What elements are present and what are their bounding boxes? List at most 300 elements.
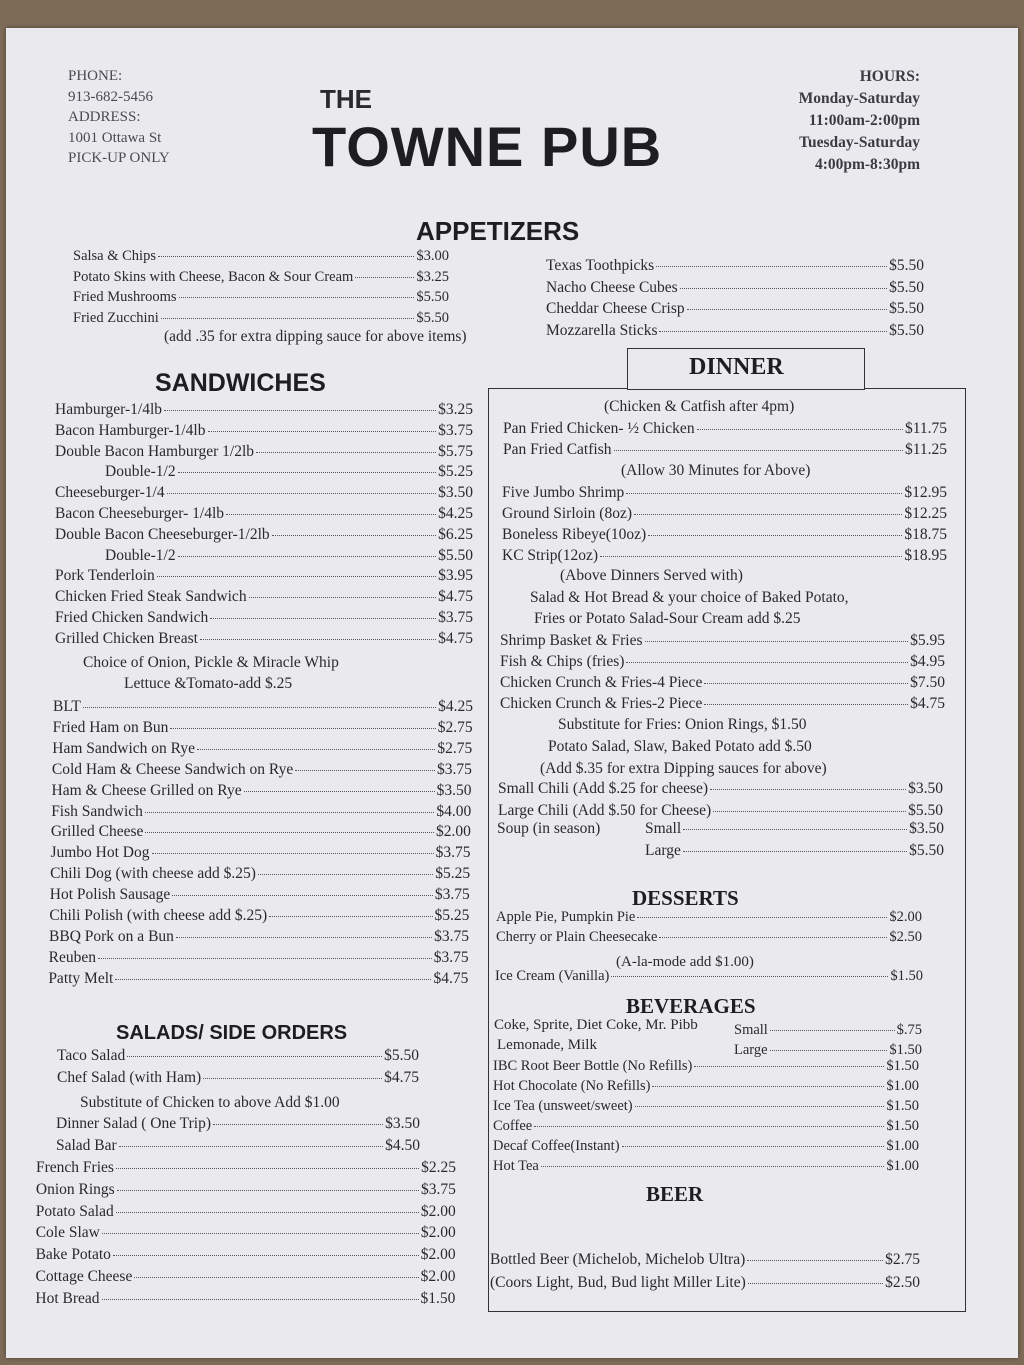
menu-item: [490, 1251, 920, 1269]
item-price: $5.50: [889, 278, 924, 296]
menu-item: [500, 653, 945, 671]
title-the: THE: [320, 84, 372, 114]
item-price: $1.00: [886, 1158, 919, 1174]
item-name: Hot Bread: [35, 1289, 100, 1307]
menu-item: [51, 823, 471, 841]
dot-leader: [269, 916, 432, 917]
dot-leader: [694, 1066, 884, 1067]
dot-leader: [747, 1260, 883, 1261]
menu-item: [52, 782, 472, 800]
item-name: Hot Tea: [493, 1158, 539, 1174]
item-name: KC Strip(12oz): [502, 547, 599, 564]
menu-item: [105, 463, 473, 481]
item-name: Patty Melt: [48, 969, 114, 987]
item-name: Large: [734, 1042, 768, 1058]
dot-leader: [113, 1255, 419, 1256]
item-price: $2.75: [885, 1251, 920, 1268]
item-price: $1.50: [886, 1098, 919, 1114]
dot-leader: [98, 958, 432, 959]
item-name: Mozzarella Sticks: [546, 321, 658, 339]
item-name: Small Chili (Add $.25 for cheese): [498, 780, 709, 797]
menu-item: [546, 257, 924, 275]
menu-item: [55, 505, 473, 523]
dot-leader: [611, 976, 888, 977]
hours-label: HOURS:: [859, 68, 920, 85]
menu-item: [734, 1022, 922, 1039]
dot-leader: [134, 1277, 418, 1278]
menu-item: [546, 322, 924, 340]
item-name: Bacon Cheeseburger- 1/4lb: [55, 505, 224, 522]
menu-item: [503, 441, 947, 459]
item-price: $1.00: [886, 1078, 919, 1094]
item-price: $4.75: [910, 695, 945, 712]
item-price: $4.75: [384, 1069, 419, 1086]
dot-leader: [127, 1056, 382, 1057]
item-price: $4.75: [438, 629, 473, 647]
dot-leader: [157, 576, 436, 577]
menu-item: [645, 820, 944, 838]
hours-time-1: 11:00am-2:00pm: [808, 112, 920, 129]
menu-item: [57, 1069, 419, 1087]
menu-item: [55, 609, 473, 627]
beverages-heading: BEVERAGES: [626, 994, 756, 1018]
item-price: $2.00: [420, 1224, 456, 1242]
contact-info: [68, 66, 170, 169]
hours-info: [799, 66, 920, 176]
menu-item: [546, 300, 924, 318]
item-name: Fish & Chips (fries): [500, 653, 625, 670]
sandwich-note-1: Choice of Onion, Pickle & Miracle Whip: [83, 654, 339, 671]
item-price: $1.50: [889, 1042, 922, 1058]
item-name: Double-1/2: [105, 546, 176, 564]
item-price: $1.50: [420, 1289, 456, 1307]
item-name: Ham & Cheese Grilled on Rye: [51, 781, 242, 799]
dot-leader: [244, 791, 435, 792]
item-price: $3.75: [433, 948, 469, 966]
menu-item: [55, 401, 473, 419]
soda-line-2: Lemonade, Milk: [497, 1037, 597, 1053]
dot-leader: [634, 514, 902, 515]
item-name: Double Bacon Hamburger 1/2lb: [55, 442, 255, 460]
menu-item: [52, 740, 472, 758]
menu-item: [48, 970, 468, 988]
dot-leader: [748, 1283, 883, 1284]
dot-leader: [683, 829, 907, 830]
item-name: Onion Rings: [35, 1180, 115, 1198]
menu-item: [55, 630, 473, 648]
dot-leader: [83, 707, 436, 708]
dot-leader: [645, 641, 909, 642]
item-name: Potato Skins with Cheese, Bacon & Sour Cream: [73, 268, 354, 285]
menu-item: [546, 279, 924, 297]
item-name: Taco Salad: [57, 1047, 126, 1064]
item-price: $3.50: [436, 781, 472, 799]
menu-item: [493, 1118, 919, 1135]
menu-item: [55, 484, 473, 502]
menu-item: [503, 420, 947, 438]
dot-leader: [116, 1168, 419, 1169]
menu-item: [55, 422, 473, 440]
item-price: $5.50: [416, 309, 449, 326]
item-name: IBC Root Beer Bottle (No Refills): [493, 1058, 693, 1074]
item-price: $5.25: [434, 907, 470, 924]
item-name: Salsa & Chips: [73, 248, 156, 264]
menu-item: [55, 443, 473, 461]
item-price: $5.50: [889, 300, 924, 317]
dinner-note-chicken: (Chicken & Catfish after 4pm): [604, 398, 795, 415]
dot-leader: [710, 789, 906, 790]
item-name: Dinner Salad ( One Trip): [56, 1115, 211, 1132]
dot-leader: [652, 1086, 884, 1087]
item-name: French Fries: [36, 1159, 114, 1176]
item-name: Pork Tenderloin: [55, 567, 155, 585]
dot-leader: [210, 618, 436, 619]
menu-item: [500, 674, 945, 692]
dot-leader: [208, 431, 437, 432]
menu-item: [56, 1137, 420, 1155]
appetizers-note: (add .35 for extra dipping sauce for above items): [164, 328, 467, 345]
item-price: $2.00: [420, 1202, 456, 1220]
item-price: $5.25: [438, 463, 473, 481]
menu-item: [496, 929, 922, 946]
menu-item: [49, 928, 469, 946]
menu-item: [36, 1246, 456, 1264]
menu-item: [53, 698, 473, 716]
dot-leader: [203, 1078, 382, 1079]
dot-leader: [226, 514, 436, 515]
item-name: Ice Tea (unsweet/sweet): [493, 1098, 633, 1114]
menu-item: [105, 547, 473, 565]
item-name: Bacon Hamburger-1/4lb: [55, 421, 206, 439]
menu-item: [55, 567, 473, 585]
item-name: Fish Sandwich: [51, 802, 143, 820]
dinner-note-sub-1: Substitute for Fries: Onion Rings, $1.50: [558, 716, 807, 733]
dot-leader: [770, 1030, 895, 1031]
item-price: $2.25: [421, 1159, 456, 1176]
menu-item: [36, 1224, 456, 1242]
item-price: $2.00: [435, 823, 471, 841]
menu-item: [73, 310, 449, 327]
beer-heading: BEER: [646, 1182, 704, 1206]
dot-leader: [200, 639, 436, 640]
restaurant-title: TOWNE PUB: [312, 115, 663, 178]
dot-leader: [167, 493, 437, 494]
dot-leader: [637, 917, 887, 918]
menu-item: [500, 695, 945, 713]
dot-leader: [213, 1124, 383, 1125]
item-name: Salad Bar: [56, 1137, 117, 1154]
item-name: Double Bacon Cheeseburger-1/2lb: [55, 525, 270, 543]
dinner-heading: DINNER: [689, 354, 784, 380]
dot-leader: [541, 1166, 885, 1167]
soda-line-1: Coke, Sprite, Diet Coke, Mr. Pibb: [494, 1017, 698, 1033]
item-price: $3.75: [421, 1180, 456, 1198]
item-name: Boneless Ribeye(10oz): [502, 526, 647, 543]
dot-leader: [258, 874, 433, 875]
dot-leader: [178, 472, 437, 473]
item-price: $18.75: [904, 526, 947, 543]
item-name: (Coors Light, Bud, Bud light Miller Lite): [490, 1274, 746, 1291]
item-price: $2.00: [420, 1246, 456, 1264]
item-name: Small: [645, 820, 682, 837]
dinner-note-served-1: (Above Dinners Served with): [560, 567, 743, 584]
dot-leader: [176, 937, 432, 938]
item-price: $2.50: [885, 1274, 920, 1291]
menu-item: [52, 761, 472, 779]
dot-leader: [119, 1146, 383, 1147]
item-price: $3.75: [437, 760, 472, 778]
item-price: $5.75: [438, 442, 473, 460]
dot-leader: [249, 597, 437, 598]
dinner-note-allow: (Allow 30 Minutes for Above): [621, 462, 811, 479]
item-name: Chili Dog (with cheese add $.25): [50, 865, 256, 883]
desserts-heading: DESSERTS: [632, 886, 739, 910]
item-name: Chili Polish (with cheese add $.25): [49, 907, 268, 924]
item-price: $4.00: [436, 802, 472, 820]
menu-item: [51, 803, 471, 821]
dot-leader: [116, 1212, 419, 1213]
dot-leader: [170, 728, 435, 729]
item-price: $12.25: [904, 505, 947, 522]
pickup-note: PICK-UP ONLY: [68, 150, 170, 166]
item-price: $7.50: [910, 674, 945, 691]
dot-leader: [152, 853, 434, 854]
item-price: $3.95: [438, 567, 473, 585]
item-price: $2.50: [889, 929, 922, 945]
item-price: $3.75: [438, 609, 473, 626]
item-price: $4.75: [433, 969, 469, 987]
menu-item: [50, 865, 470, 883]
item-name: Bottled Beer (Michelob, Michelob Ultra): [490, 1251, 746, 1268]
dot-leader: [172, 895, 433, 896]
appetizers-heading: APPETIZERS: [416, 216, 580, 246]
item-name: BLT: [53, 698, 81, 715]
soup-label: Soup (in season): [497, 820, 601, 837]
salads-note: Substitute of Chicken to above Add $1.00: [80, 1094, 340, 1111]
menu-item: [73, 269, 449, 286]
dot-leader: [295, 770, 435, 771]
dot-leader: [145, 832, 434, 833]
item-price: $4.95: [910, 653, 945, 670]
dinner-note-sub-3: (Add $.35 for extra Dipping sauces for above): [540, 760, 827, 777]
menu-item: [49, 949, 469, 967]
item-name: Pan Fried Catfish: [503, 441, 612, 458]
menu-item: [50, 886, 470, 904]
dot-leader: [115, 979, 431, 980]
item-price: $1.50: [890, 968, 923, 984]
address-label: ADDRESS:: [68, 109, 141, 125]
item-name: Chef Salad (with Ham): [57, 1069, 202, 1086]
dot-leader: [272, 535, 437, 536]
menu-item: [502, 505, 947, 523]
item-name: Fried Ham on Bun: [52, 718, 169, 736]
item-name: Chicken Crunch & Fries-4 Piece: [500, 674, 703, 691]
item-name: Cold Ham & Cheese Sandwich on Rye: [51, 760, 294, 778]
item-name: Coffee: [493, 1118, 533, 1134]
item-name: Texas Toothpicks: [546, 257, 655, 274]
menu-item: [73, 289, 449, 306]
dot-leader: [683, 851, 907, 852]
item-price: $3.25: [438, 401, 473, 418]
item-price: $5.50: [384, 1047, 419, 1064]
menu-item: [56, 1115, 420, 1133]
item-price: $5.50: [889, 257, 924, 274]
item-name: Grilled Cheese: [50, 823, 144, 841]
dot-leader: [102, 1299, 419, 1300]
item-price: $5.25: [435, 865, 471, 883]
item-price: $5.95: [910, 632, 945, 649]
item-price: $3.75: [434, 886, 470, 904]
dot-leader: [659, 331, 887, 332]
item-name: Pan Fried Chicken- ½ Chicken: [503, 420, 695, 437]
item-price: $18.95: [904, 547, 947, 564]
menu-item: [495, 968, 923, 985]
item-price: $11.25: [904, 441, 947, 458]
dot-leader: [102, 1233, 419, 1234]
dot-leader: [145, 812, 434, 813]
menu-item: [36, 1181, 456, 1199]
dot-leader: [704, 704, 908, 705]
item-name: Small: [734, 1022, 768, 1038]
item-name: Reuben: [48, 948, 97, 966]
item-name: Nacho Cheese Cubes: [546, 278, 678, 296]
item-name: Fried Chicken Sandwich: [55, 609, 209, 626]
item-name: Decaf Coffee(Instant): [493, 1138, 620, 1154]
desserts-note: (A-la-mode add $1.00): [616, 954, 754, 970]
dot-leader: [648, 535, 902, 536]
dinner-note-sub-2: Potato Salad, Slaw, Baked Potato add $.50: [548, 738, 812, 755]
item-price: $3.75: [435, 844, 471, 862]
item-name: Shrimp Basket & Fries: [500, 632, 643, 649]
item-name: Chicken Fried Steak Sandwich: [55, 588, 247, 606]
item-name: Ground Sirloin (8oz): [502, 505, 633, 522]
item-price: $3.25: [416, 268, 449, 285]
menu-item: [645, 842, 944, 860]
dot-leader: [179, 297, 415, 298]
item-name: BBQ Pork on a Bun: [49, 927, 174, 945]
item-price: $2.00: [889, 909, 922, 925]
dot-leader: [161, 318, 415, 319]
item-name: Potato Salad: [35, 1202, 114, 1220]
item-name: Fried Mushrooms: [73, 289, 177, 305]
dot-leader: [614, 450, 903, 451]
menu-item: [734, 1042, 922, 1059]
dot-leader: [117, 1190, 419, 1191]
menu-item: [493, 1138, 919, 1155]
item-name: Cherry or Plain Cheesecake: [496, 929, 658, 945]
item-price: $3.00: [416, 248, 449, 264]
menu-item: [493, 1058, 919, 1075]
item-name: Grilled Chicken Breast: [55, 629, 198, 647]
dinner-note-served-2: Salad & Hot Bread & your choice of Baked Potato,: [530, 589, 849, 606]
salads-heading: SALADS/ SIDE ORDERS: [116, 1022, 348, 1044]
dot-leader: [680, 288, 887, 289]
item-price: $3.50: [909, 820, 944, 837]
menu-item: [502, 526, 947, 544]
dot-leader: [164, 410, 436, 411]
dot-leader: [626, 493, 902, 494]
item-name: Cole Slaw: [35, 1224, 100, 1242]
menu-item: [493, 1158, 919, 1175]
item-price: $6.25: [438, 525, 473, 543]
menu-item: [496, 909, 922, 926]
item-name: Bake Potato: [35, 1246, 111, 1264]
menu-item: [498, 780, 943, 798]
item-price: $3.50: [438, 484, 473, 502]
item-name: Jumbo Hot Dog: [50, 844, 150, 862]
menu-item: [35, 1290, 455, 1308]
item-price: $1.00: [886, 1138, 919, 1154]
item-name: Double-1/2: [105, 463, 176, 481]
item-price: $5.50: [438, 546, 473, 564]
dot-leader: [770, 1050, 888, 1051]
item-price: $4.75: [438, 588, 473, 606]
menu-item: [49, 907, 469, 925]
item-price: $3.50: [385, 1115, 420, 1132]
menu-item: [493, 1078, 919, 1095]
item-price: $5.50: [416, 289, 449, 305]
item-price: $.75: [896, 1022, 922, 1038]
dot-leader: [713, 811, 906, 812]
item-name: Fried Zucchini: [73, 309, 159, 326]
item-name: Ice Cream (Vanilla): [495, 968, 610, 984]
menu-item: [36, 1159, 456, 1177]
dot-leader: [600, 556, 902, 557]
item-price: $3.75: [434, 927, 470, 945]
dot-leader: [534, 1126, 884, 1127]
item-price: $3.50: [908, 780, 943, 797]
item-price: $1.50: [886, 1118, 919, 1134]
menu-item: [502, 484, 947, 502]
item-price: $5.50: [889, 321, 924, 339]
item-name: Large: [645, 842, 681, 859]
menu-item: [73, 248, 449, 265]
item-price: $4.25: [438, 505, 473, 522]
item-price: $4.50: [385, 1137, 420, 1154]
item-name: Cottage Cheese: [35, 1268, 133, 1285]
item-price: $2.00: [420, 1268, 456, 1285]
dot-leader: [622, 1146, 885, 1147]
item-price: $2.75: [437, 739, 473, 757]
item-name: Hamburger-1/4lb: [55, 401, 163, 418]
menu-item: [53, 719, 473, 737]
dot-leader: [687, 309, 888, 310]
item-name: Hot Polish Sausage: [49, 886, 171, 904]
dot-leader: [704, 683, 908, 684]
dot-leader: [197, 749, 435, 750]
item-name: Cheeseburger-1/4: [55, 484, 165, 502]
item-price: $5.50: [909, 842, 944, 859]
dot-leader: [656, 266, 887, 267]
address-value: 1001 Ottawa St: [68, 129, 162, 146]
item-name: Five Jumbo Shrimp: [502, 484, 625, 501]
item-price: $11.75: [904, 420, 947, 437]
hours-time-2: 4:00pm-8:30pm: [814, 156, 920, 173]
hours-days-1: Monday-Saturday: [798, 90, 920, 107]
item-name: Chicken Crunch & Fries-2 Piece: [500, 695, 703, 712]
item-price: $2.75: [437, 718, 473, 736]
sandwich-note-2: Lettuce &Tomato-add $.25: [124, 675, 293, 692]
dot-leader: [158, 256, 414, 257]
menu-item: [502, 547, 947, 565]
menu-item: [36, 1203, 456, 1221]
sandwiches-heading: SANDWICHES: [155, 369, 326, 397]
item-price: $4.25: [438, 698, 473, 715]
dinner-note-served-3: Fries or Potato Salad-Sour Cream add $.25: [534, 610, 801, 627]
hours-days-2: Tuesday-Saturday: [799, 134, 920, 151]
item-price: $3.75: [438, 421, 473, 439]
menu-item: [490, 1274, 920, 1292]
